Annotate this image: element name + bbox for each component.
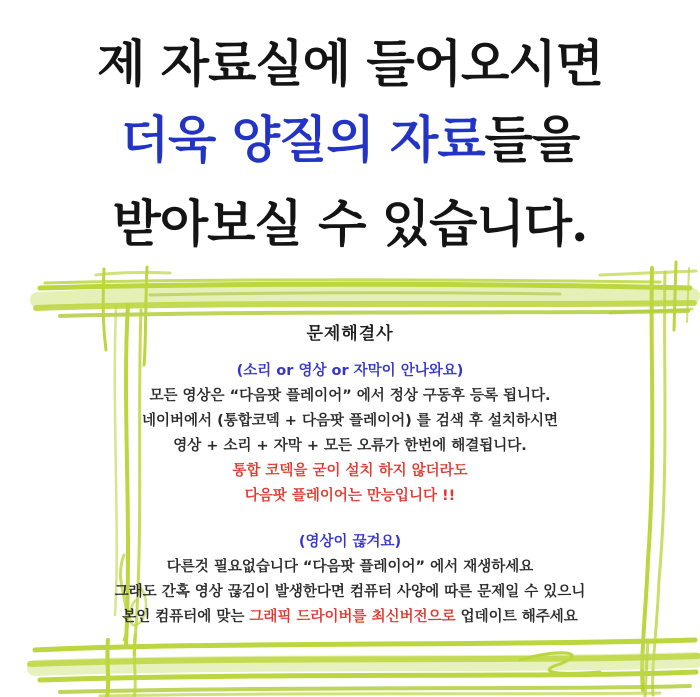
section2-heading: (영상이 끊겨요)	[298, 534, 402, 550]
section2-line2: 그래도 간혹 영상 끊김이 발생한다면 컴퓨터 사양에 따른 문제일 수 있으니	[114, 584, 586, 600]
box-title: 문제해결사	[306, 324, 394, 344]
section2-line3-red: 그래픽 드라이버를 최신버전으로	[249, 609, 456, 625]
hero-line-3: 받아보실 수 있습니다.	[112, 194, 588, 253]
section1-warning2: 다음팟 플레이어는 만능입니다 !!	[244, 488, 456, 504]
section1-line2: 네이버에서 (통합코덱 + 다음팟 플레이어) 를 검색 후 설치하시면	[142, 413, 558, 429]
section2-line3	[40, 605, 660, 630]
hero-line-2-rest: 들을	[484, 110, 580, 169]
section2-line1: 다른것 필요없습니다 “다음팟 플레이어” 에서 재생하세요	[166, 559, 534, 575]
hero-line-1: 제 자료실에 들어오시면	[97, 34, 603, 93]
hero-line-2	[0, 100, 700, 172]
hero-line-2-highlight: 더욱 양질의 자료	[120, 110, 485, 169]
troubleshooting-box	[40, 324, 660, 630]
section1-line3: 영상 + 소리 + 자막 + 모든 오류가 한번에 해결됩니다.	[173, 438, 527, 454]
section1-line1: 모든 영상은 “다음팟 플레이어” 에서 정상 구동후 등록 됩니다.	[149, 388, 551, 404]
section2-line3-prefix: 본인 컴퓨터에 맞는	[122, 609, 250, 625]
section2-line3-suffix: 업데이트 해주세요	[455, 609, 578, 625]
section1-heading: (소리 or 영상 or 자막이 안나와요)	[236, 363, 464, 379]
section1-warning1: 통합 코덱을 굳이 설치 하지 않더라도	[232, 463, 468, 479]
